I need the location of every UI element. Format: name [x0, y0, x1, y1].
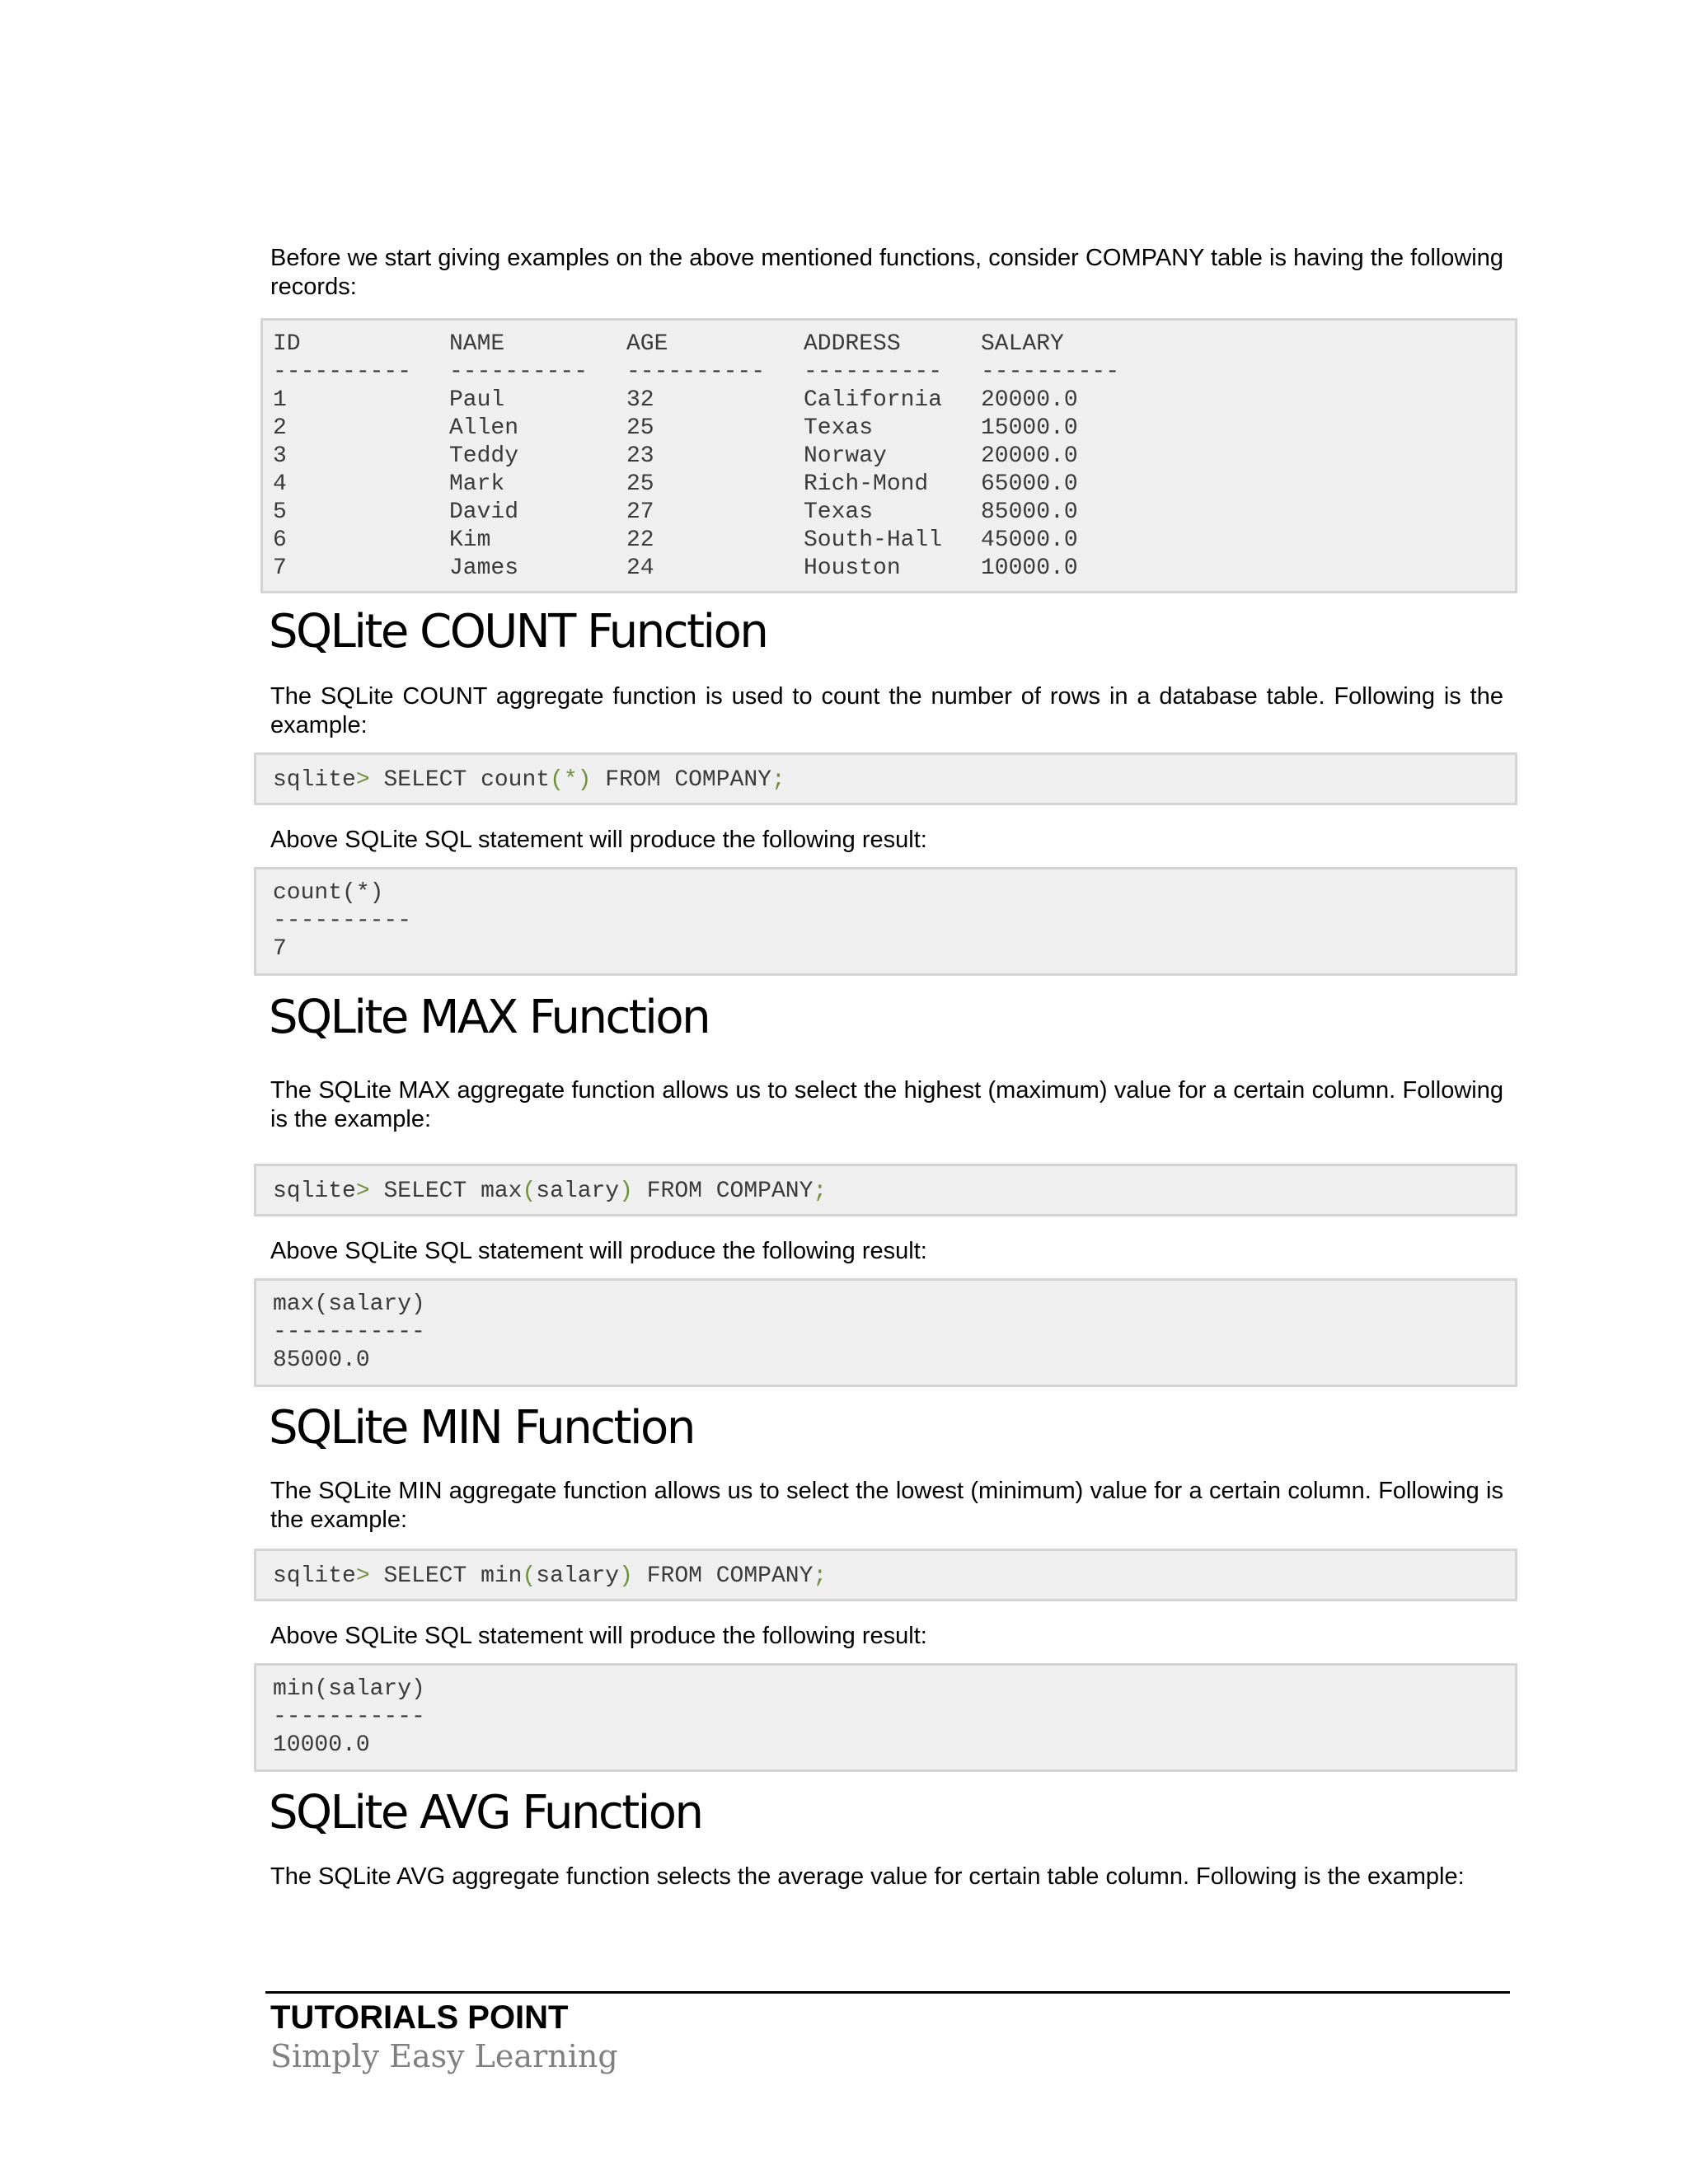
min-result-intro: Above SQLite SQL statement will produce the following result:	[270, 1623, 927, 1649]
table-cell: 22	[626, 527, 654, 553]
max-result-intro: Above SQLite SQL statement will produce the following result:	[270, 1238, 927, 1264]
max-result-header: max(salary)	[273, 1291, 425, 1317]
table-cell: Kim	[449, 527, 491, 553]
table-header-cell: ID	[273, 331, 301, 357]
count-query-block	[254, 752, 1517, 805]
table-cell: 20000.0	[981, 443, 1078, 469]
table-cell: 24	[626, 555, 654, 581]
query-select: SELECT min	[369, 1563, 523, 1589]
max-result-value: 85000.0	[273, 1347, 370, 1373]
table-cell: 27	[626, 499, 654, 525]
max-heading: SQLite MAX Function	[269, 991, 710, 1044]
table-separator: ----------	[626, 359, 766, 385]
table-cell: Allen	[449, 415, 519, 441]
footer-divider	[265, 1991, 1510, 1994]
table-cell: Texas	[804, 499, 874, 525]
prompt-gt: >	[355, 1563, 370, 1589]
table-cell: 6	[273, 527, 287, 553]
table-cell: James	[449, 555, 519, 581]
query-from: FROM COMPANY	[632, 1179, 814, 1204]
max-result-separator: -----------	[273, 1319, 425, 1345]
table-cell: Teddy	[449, 443, 519, 469]
table-cell: Texas	[804, 415, 874, 441]
table-cell: Paul	[449, 387, 505, 413]
table-header-cell: ADDRESS	[804, 331, 901, 357]
table-header-cell: NAME	[449, 331, 505, 357]
min-result-value: 10000.0	[273, 1732, 370, 1758]
table-cell: Houston	[804, 555, 901, 581]
footer-brand: TUTORIALS POINT	[270, 1999, 569, 2036]
table-cell: 85000.0	[981, 499, 1078, 525]
query-paren-open: (	[522, 1563, 537, 1589]
count-result-header: count(*)	[273, 880, 384, 906]
query-paren-close: )	[619, 1563, 633, 1589]
table-cell: South-Hall	[804, 527, 943, 553]
min-description: The SQLite MIN aggregate function allows us to select the lowest (minimum) value for a certain column. Following is the example:	[270, 1478, 1503, 1533]
prompt-label: sqlite	[273, 767, 356, 793]
table-separator: ----------	[981, 359, 1120, 385]
prompt-gt: >	[355, 1179, 370, 1204]
min-heading: SQLite MIN Function	[269, 1401, 694, 1455]
query-arg: salary	[536, 1563, 620, 1589]
max-result-block	[254, 1278, 1517, 1387]
table-cell: 20000.0	[981, 387, 1078, 413]
query-paren-close: )	[619, 1179, 633, 1204]
table-cell: 1	[273, 387, 287, 413]
company-table-block	[260, 318, 1517, 593]
table-cell: 2	[273, 415, 287, 441]
prompt-label: sqlite	[273, 1563, 356, 1589]
table-cell: Mark	[449, 471, 505, 497]
max-query	[273, 1178, 827, 1206]
min-result-separator: -----------	[273, 1704, 425, 1730]
table-cell: 65000.0	[981, 471, 1078, 497]
count-heading: SQLite COUNT Function	[269, 605, 767, 658]
query-arg: salary	[536, 1179, 620, 1204]
table-cell: 4	[273, 471, 287, 497]
table-cell: Norway	[804, 443, 887, 469]
table-cell: 23	[626, 443, 654, 469]
query-paren-open: (	[522, 1179, 537, 1204]
table-cell: 25	[626, 415, 654, 441]
prompt-gt: >	[355, 767, 370, 793]
table-cell: 10000.0	[981, 555, 1078, 581]
min-query-block	[254, 1549, 1517, 1601]
table-header-cell: AGE	[626, 331, 668, 357]
min-result-header: min(salary)	[273, 1676, 425, 1702]
query-from: FROM COMPANY	[632, 1563, 814, 1589]
footer-tagline: Simply Easy Learning	[270, 2038, 618, 2074]
query-select: SELECT max	[369, 1179, 523, 1204]
query-from: FROM COMPANY	[591, 767, 771, 793]
avg-description: The SQLite AVG aggregate function selects the average value for certain table column. Following is the example:	[270, 1863, 1465, 1890]
query-select: SELECT count	[369, 767, 551, 793]
table-separator: ----------	[273, 359, 412, 385]
table-cell: 3	[273, 443, 287, 469]
table-cell: California	[804, 387, 943, 413]
count-result-block	[254, 867, 1517, 976]
query-semicolon: ;	[813, 1179, 828, 1204]
table-cell: 32	[626, 387, 654, 413]
table-cell: Rich-Mond	[804, 471, 929, 497]
table-separator: ----------	[804, 359, 943, 385]
query-paren: (*)	[550, 767, 592, 793]
query-semicolon: ;	[771, 767, 785, 793]
intro-paragraph: Before we start giving examples on the above mentioned functions, consider COMPANY table is having the following records:	[270, 245, 1503, 300]
avg-heading: SQLite AVG Function	[269, 1786, 702, 1840]
table-cell: 5	[273, 499, 287, 525]
max-query-block	[254, 1164, 1517, 1216]
count-description: The SQLite COUNT aggregate function is used to count the number of rows in a database table. Following is the example:	[270, 683, 1503, 738]
count-query	[273, 766, 785, 794]
query-semicolon: ;	[813, 1563, 828, 1589]
table-header-cell: SALARY	[981, 331, 1064, 357]
count-result-separator: ----------	[273, 908, 412, 934]
min-query	[273, 1563, 827, 1591]
table-cell: 25	[626, 471, 654, 497]
count-result-intro: Above SQLite SQL statement will produce the following result:	[270, 827, 927, 853]
min-result-block	[254, 1663, 1517, 1772]
table-separator: ----------	[449, 359, 588, 385]
count-result-value: 7	[273, 936, 287, 962]
table-cell: David	[449, 499, 519, 525]
prompt-label: sqlite	[273, 1179, 356, 1204]
table-cell: 45000.0	[981, 527, 1078, 553]
max-description: The SQLite MAX aggregate function allows us to select the highest (maximum) value for a certain column. Following is the example:	[270, 1077, 1503, 1132]
table-cell: 15000.0	[981, 415, 1078, 441]
table-cell: 7	[273, 555, 287, 581]
